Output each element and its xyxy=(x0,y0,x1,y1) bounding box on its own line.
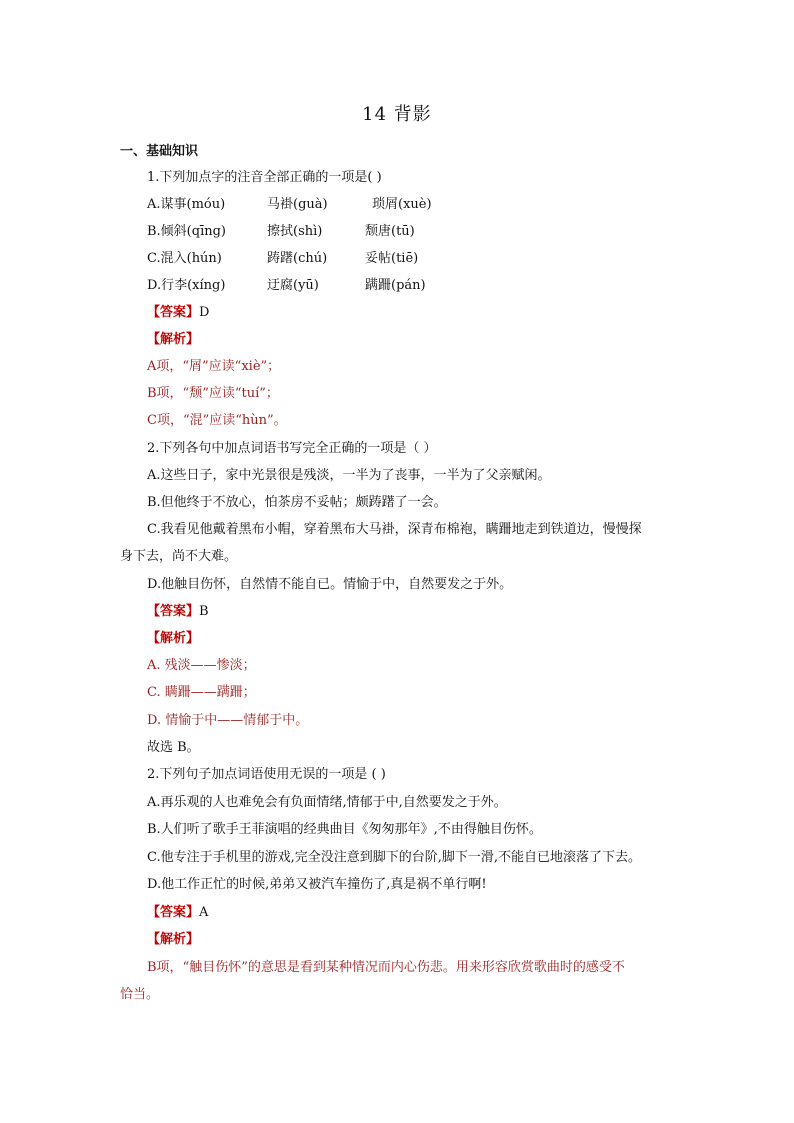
q1-option-c-1: C.混入(hún) xyxy=(147,251,222,266)
q3-option: B.人们听了歌手王菲演唱的经典曲目《匆匆那年》,不由得触目伤怀。 xyxy=(147,822,542,837)
q1-analysis-label: 【解析】 xyxy=(147,332,200,347)
answer-label: 【答案】 xyxy=(147,305,200,320)
q1-analysis-line: C项，“混”应读“hùn”。 xyxy=(147,413,287,428)
q1-option-c-2: 踌躇(chú) xyxy=(267,251,328,266)
q1-option-a-1: A.谋事(móu) xyxy=(147,197,226,212)
q1-option-b-3: 颓唐(tū) xyxy=(365,224,415,239)
answer-value: B xyxy=(199,604,209,619)
q1-option-a-2: 马褂(guà) xyxy=(267,197,328,212)
answer-label: 【答案】 xyxy=(147,905,200,920)
q2-conclusion: 故选 B。 xyxy=(147,740,200,755)
answer-label: 【答案】 xyxy=(147,604,200,619)
q3-stem: 2.下列句子加点词语使用无误的一项是 ( ) xyxy=(147,767,386,782)
q3-option: A.再乐观的人也难免会有负面情绪,情郁于中,自然要发之于外。 xyxy=(147,795,507,810)
q3-option: C.他专注于手机里的游戏,完全没注意到脚下的台阶,脚下一滑,不能自已地滚落了下去。 xyxy=(147,850,642,865)
q3-analysis-line: B项，“触目伤怀”的意思是看到某种情况而内心伤悲。用来形容欣赏歌曲时的感受不 xyxy=(147,960,625,975)
q1-answer xyxy=(147,304,209,322)
answer-value: D xyxy=(199,305,210,320)
q1-option-b-2: 擦拭(shì) xyxy=(267,224,323,239)
q1-analysis-line: B项，“颓”应读“tuí”； xyxy=(147,386,279,401)
q1-option-d-2: 迂腐(yū) xyxy=(267,278,319,293)
q1-option-d-3: 蹒跚(pán) xyxy=(365,278,426,293)
q3-answer xyxy=(147,904,208,922)
q2-analysis-label: 【解析】 xyxy=(147,631,200,646)
q2-analysis-line: A. 残淡——惨淡； xyxy=(147,658,256,673)
q2-analysis-line: D. 情愉于中——情郁于中。 xyxy=(147,713,309,728)
q3-analysis-line-continued: 恰当。 xyxy=(120,987,160,1002)
q1-option-a-3: 琐屑(xuè) xyxy=(372,197,432,212)
q2-option: C.我看见他戴着黑布小帽，穿着黑布大马褂，深青布棉袍，瞒跚地走到铁道边，慢慢探 xyxy=(147,522,642,537)
q2-option: B.但他终于不放心，怕茶房不妥帖；颇踌躇了一会。 xyxy=(147,495,447,510)
q3-analysis-label: 【解析】 xyxy=(147,932,200,947)
q2-option: D.他触目伤怀，自然情不能自已。情愉于中，自然要发之于外。 xyxy=(147,577,513,592)
q2-option: A.这些日子，家中光景很是残淡，一半为了丧事，一半为了父亲赋闲。 xyxy=(147,468,551,483)
q2-stem: 2.下列各句中加点词语书写完全正确的一项是（ ） xyxy=(147,441,437,456)
page-title: 14 背影 xyxy=(362,104,432,125)
q1-analysis-line: A项，“屑”应读“xiè”； xyxy=(147,359,281,374)
q1-option-d-1: D.行李(xíng) xyxy=(147,278,226,293)
q2-analysis-line: C. 瞒跚——蹒跚； xyxy=(147,685,256,700)
section-heading: 一、基础知识 xyxy=(120,144,199,159)
q1-option-c-3: 妥帖(tiē) xyxy=(365,251,419,266)
answer-value: A xyxy=(199,905,209,920)
q3-option: D.他工作正忙的时候,弟弟又被汽车撞伤了,真是祸不单行啊! xyxy=(147,877,487,892)
q1-option-b-1: B.倾斜(qīng) xyxy=(147,224,227,239)
q1-stem: 1.下列加点字的注音全部正确的一项是( ) xyxy=(147,170,382,185)
q2-answer xyxy=(147,603,209,621)
q2-option-continued: 身下去，尚不大难。 xyxy=(120,549,238,564)
